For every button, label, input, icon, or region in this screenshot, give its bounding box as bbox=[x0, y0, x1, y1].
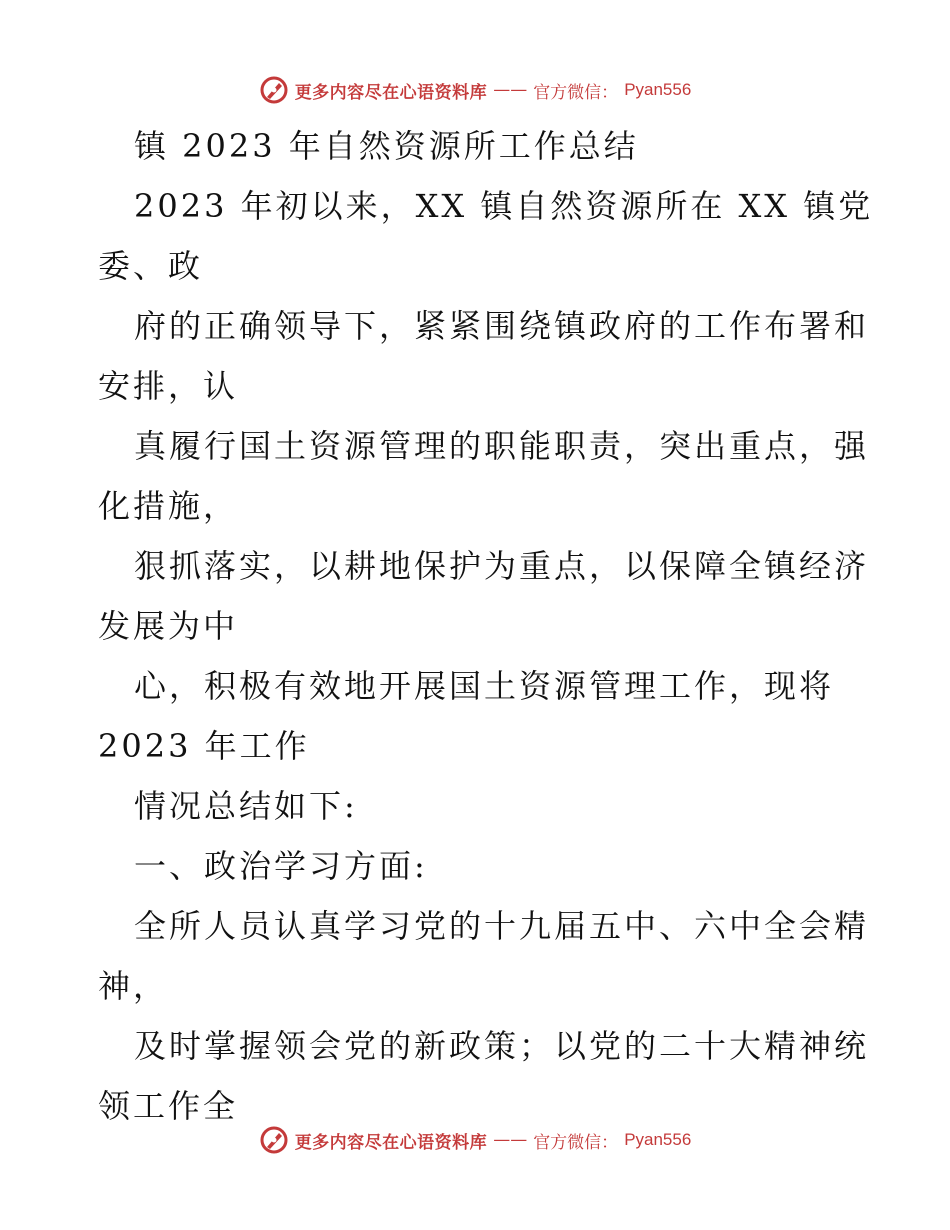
wechat-label: 官方微信： bbox=[533, 82, 619, 103]
wechat-handle: Pyan556 bbox=[624, 80, 692, 99]
text-line: 发展为中 bbox=[98, 607, 239, 645]
footer-banner bbox=[0, 1122, 950, 1158]
pen-circle-logo-icon bbox=[259, 75, 289, 105]
text-line: 情况总结如下: bbox=[134, 787, 358, 825]
text-line: 2023 年初以来，XX 镇自然资源所在 XX 镇党 bbox=[134, 187, 874, 225]
promo-text: 更多内容尽在心语资料库 bbox=[294, 1132, 488, 1153]
wechat-label: 官方微信： bbox=[533, 1132, 619, 1153]
text-line: 全所人员认真学习党的十九届五中、六中全会精 bbox=[134, 907, 870, 945]
text-line: 神， bbox=[98, 967, 169, 1005]
text-line: 狠抓落实，以耕地保护为重点，以保障全镇经济 bbox=[134, 547, 870, 585]
text-line: 府的正确领导下，紧紧围绕镇政府的工作布署和 bbox=[134, 307, 870, 345]
text-line: 心，积极有效地开展国土资源管理工作，现将 bbox=[134, 667, 835, 705]
document-title: 镇 2023 年自然资源所工作总结 bbox=[134, 127, 639, 165]
text-line: 化措施， bbox=[98, 487, 239, 525]
promo-dash: —— bbox=[493, 1130, 528, 1150]
pen-circle-logo-icon bbox=[259, 1125, 289, 1155]
document-body bbox=[98, 116, 874, 1136]
promo-text: 更多内容尽在心语资料库 bbox=[294, 82, 488, 103]
wechat-handle: Pyan556 bbox=[624, 1130, 692, 1149]
promo-dash: —— bbox=[493, 80, 528, 100]
text-line: 真履行国土资源管理的职能职责，突出重点，强 bbox=[134, 427, 870, 465]
section-heading: 一、政治学习方面: bbox=[134, 847, 428, 885]
text-line: 2023 年工作 bbox=[98, 727, 310, 765]
text-line: 委、政 bbox=[98, 247, 204, 285]
header-banner bbox=[0, 72, 950, 108]
text-line: 安排，认 bbox=[98, 367, 239, 405]
text-line: 及时掌握领会党的新政策；以党的二十大精神统 bbox=[134, 1027, 870, 1065]
text-line: 领工作全 bbox=[98, 1087, 239, 1125]
